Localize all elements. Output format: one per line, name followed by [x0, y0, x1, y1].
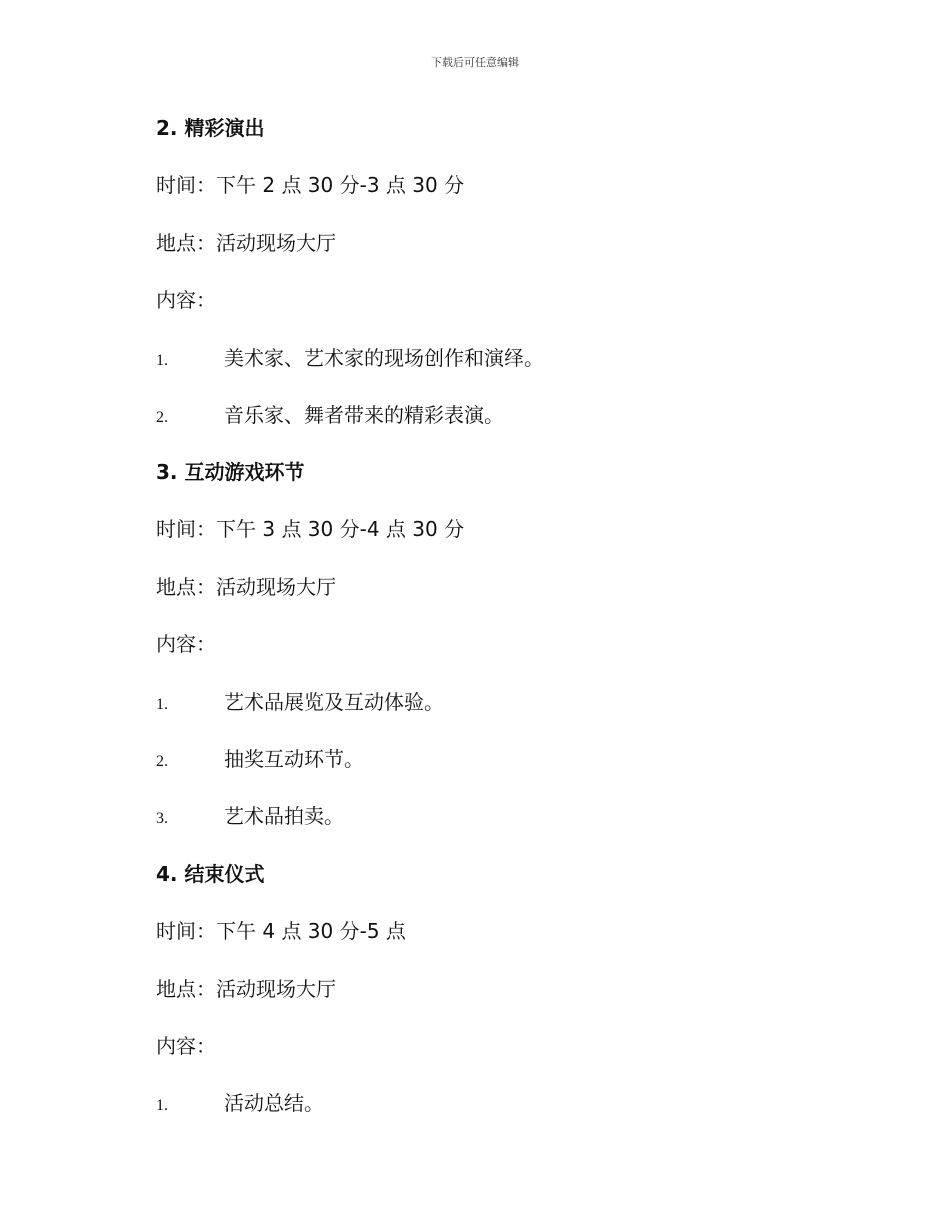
list-item-text: 音乐家、舞者带来的精彩表演。	[224, 403, 504, 427]
list-item	[156, 688, 444, 719]
place-line: 地点：活动现场大厅	[156, 231, 336, 255]
list-item-number: 3.	[156, 810, 168, 827]
list-item-text: 艺术品拍卖。	[224, 804, 344, 828]
list-item-number: 2.	[156, 753, 168, 770]
list-item	[156, 401, 504, 432]
place-line: 地点：活动现场大厅	[156, 575, 336, 599]
place-line: 地点：活动现场大厅	[156, 977, 336, 1001]
list-item-text: 美术家、艺术家的现场创作和演绎。	[224, 346, 544, 370]
time-line: 时间：下午 2 点 30 分-3 点 30 分	[156, 173, 465, 197]
time-line: 时间：下午 3 点 30 分-4 点 30 分	[156, 517, 465, 541]
content-label: 内容：	[156, 1034, 216, 1058]
list-item-number: 1.	[156, 1097, 168, 1114]
list-item	[156, 344, 544, 375]
section-heading: 3. 互动游戏环节	[156, 460, 305, 484]
list-item-text: 抽奖互动环节。	[224, 747, 364, 771]
content-label: 内容：	[156, 632, 216, 656]
list-item-text: 艺术品展览及互动体验。	[224, 690, 444, 714]
list-item	[156, 802, 344, 833]
time-line: 时间：下午 4 点 30 分-5 点	[156, 919, 406, 943]
list-item	[156, 1089, 324, 1120]
list-item-number: 1.	[156, 352, 168, 369]
section-heading: 2. 精彩演出	[156, 116, 265, 140]
header-note: 下载后可任意编辑	[431, 56, 519, 69]
list-item-number: 2.	[156, 409, 168, 426]
content-label: 内容：	[156, 288, 216, 312]
section-heading: 4. 结束仪式	[156, 862, 265, 886]
list-item	[156, 745, 364, 776]
list-item-text: 活动总结。	[224, 1091, 324, 1115]
list-item-number: 1.	[156, 696, 168, 713]
